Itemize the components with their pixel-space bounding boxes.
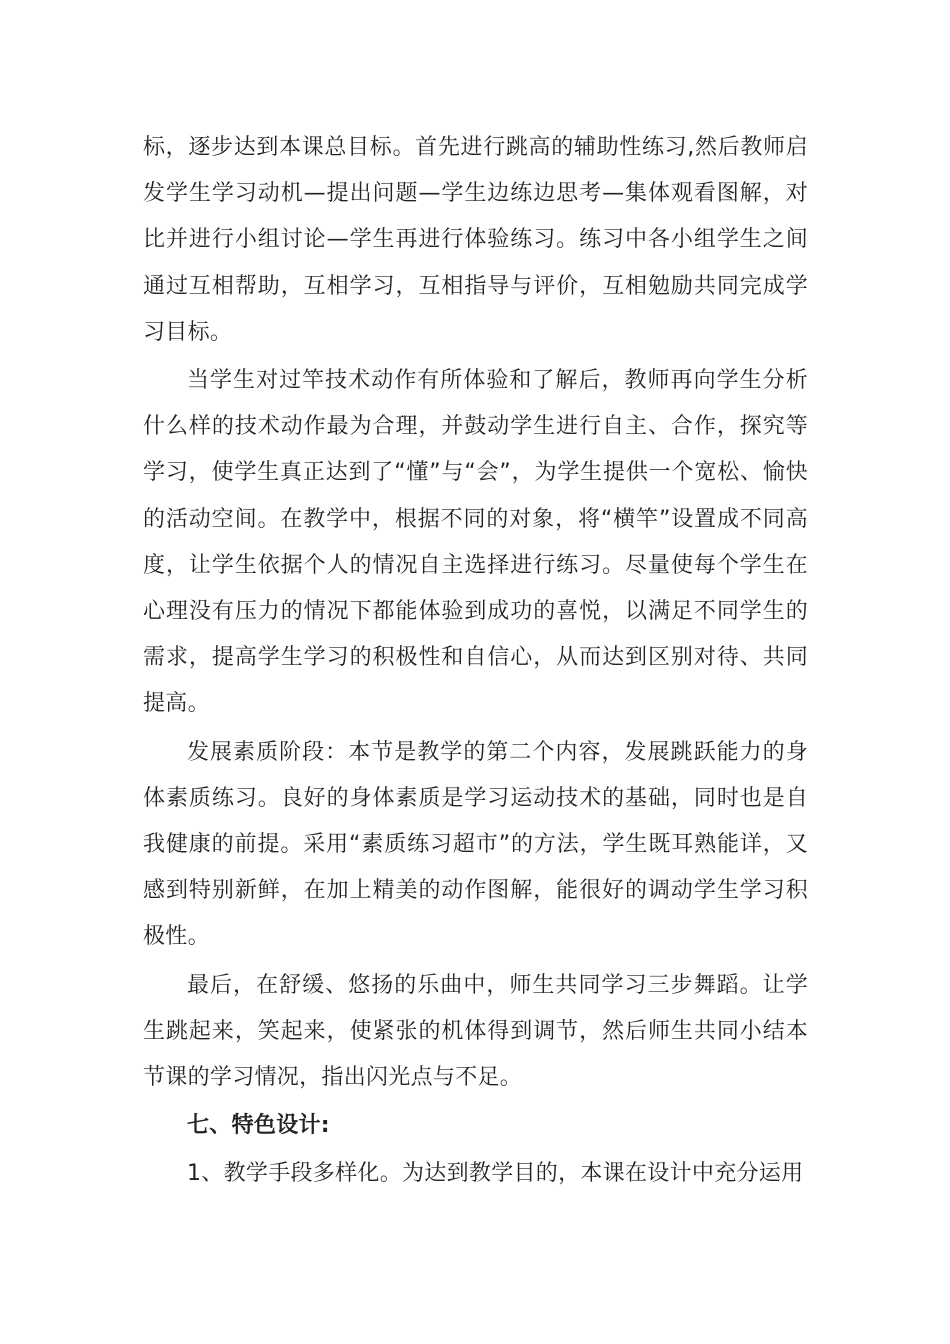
paragraph-technique-analysis: 当学生对过竿技术动作有所体验和了解后，教师再向学生分析什么样的技术动作最为合理，并鼓动学生进行自主、合作，探究等学习，使学生真正达到了“懂”与“会”，为学生提供一个宽松、愉快的活动空间。在教学中，根据不同的对象，将“横竿”设置成不同高度，让学生依据个人的情况自主选择进行练习。尽量使每个学生在心理没有压力的情况下都能体验到成功的喜悦，以满足不同学生的需求，提高学生学习的积极性和自信心，从而达到区别对待、共同提高。 — [143, 368, 808, 717]
paragraph-finale: 最后，在舒缓、悠扬的乐曲中，师生共同学习三步舞蹈。让学生跳起来，笑起来，使紧张的机体得到调节，然后师生共同小结本节课的学习情况，指出闪光点与不足。 — [143, 972, 808, 1091]
paragraph-continuation: 标，逐步达到本课总目标。首先进行跳高的辅助性练习,然后教师启发学生学习动机—提出问题—学生边练边思考—集体观看图解，对比并进行小组讨论—学生再进行体验练习。练习中各小组学生之间通过互相帮助，互相学习，互相指导与评价，互相勉励共同完成学习目标。 — [143, 135, 808, 345]
paragraph-feature-1: 1、教学手段多样化。为达到教学目的，本课在设计中充分运用 — [187, 1161, 804, 1187]
document-body — [143, 125, 808, 1198]
section-heading: 七、特色设计: — [187, 1113, 330, 1139]
paragraph-quality-stage: 发展素质阶段：本节是教学的第二个内容，发展跳跃能力的身体素质练习。良好的身体素质是学习运动技术的基础，同时也是自我健康的前提。采用“素质练习超市”的方法，学生既耳熟能详，又感到特别新鲜，在加上精美的动作图解，能很好的调动学生学习积极性。 — [143, 739, 808, 950]
